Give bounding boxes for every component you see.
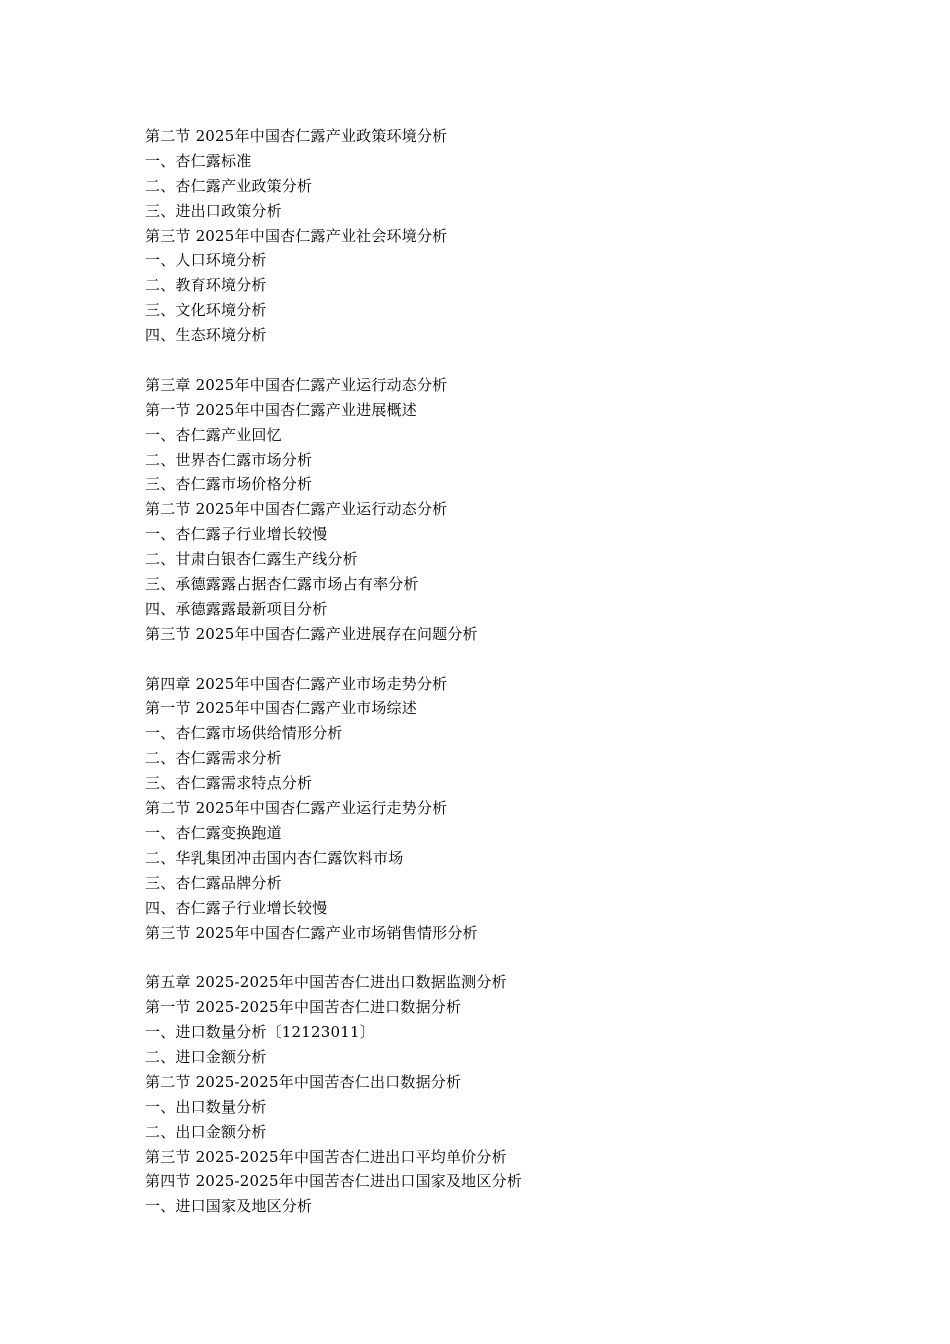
toc-line: 一、进口数量分析〔12123011〕 bbox=[145, 1023, 375, 1042]
toc-line: 四、承德露露最新项目分析 bbox=[145, 599, 328, 618]
toc-line: 二、甘肃白银杏仁露生产线分析 bbox=[145, 550, 358, 569]
toc-line: 第一节 2025年中国杏仁露产业市场综述 bbox=[145, 699, 417, 718]
blank-line bbox=[145, 647, 905, 672]
toc-line: 一、杏仁露标准 bbox=[145, 151, 252, 170]
toc-line: 三、杏仁露品牌分析 bbox=[145, 873, 282, 892]
toc-line: 三、承德露露占据杏仁露市场占有率分析 bbox=[145, 575, 419, 594]
toc-line: 三、文化环境分析 bbox=[145, 301, 267, 320]
toc-line: 第三节 2025年中国杏仁露产业进展存在问题分析 bbox=[145, 624, 478, 643]
toc-line: 二、出口金额分析 bbox=[145, 1122, 267, 1141]
toc-line: 第三节 2025年中国杏仁露产业市场销售情形分析 bbox=[145, 923, 478, 942]
toc-line: 三、杏仁露市场价格分析 bbox=[145, 475, 313, 494]
document-page bbox=[145, 124, 905, 1219]
toc-line: 第二节 2025年中国杏仁露产业运行走势分析 bbox=[145, 799, 448, 818]
toc-line: 第三章 2025年中国杏仁露产业运行动态分析 bbox=[145, 375, 448, 394]
toc-line: 一、杏仁露变换跑道 bbox=[145, 823, 282, 842]
toc-line: 一、出口数量分析 bbox=[145, 1097, 267, 1116]
blank-line bbox=[145, 945, 905, 970]
toc-line: 四、杏仁露子行业增长较慢 bbox=[145, 898, 328, 917]
toc-line: 二、杏仁露需求分析 bbox=[145, 749, 282, 768]
toc-line: 第二节 2025年中国杏仁露产业运行动态分析 bbox=[145, 500, 448, 519]
toc-line: 二、华乳集团冲击国内杏仁露饮料市场 bbox=[145, 848, 404, 867]
toc-line: 二、世界杏仁露市场分析 bbox=[145, 450, 313, 469]
toc-line: 三、杏仁露需求特点分析 bbox=[145, 774, 313, 793]
toc-line: 一、杏仁露市场供给情形分析 bbox=[145, 724, 343, 743]
toc-line: 第四章 2025年中国杏仁露产业市场走势分析 bbox=[145, 674, 448, 693]
toc-line: 二、进口金额分析 bbox=[145, 1047, 267, 1066]
toc-line: 三、进出口政策分析 bbox=[145, 201, 282, 220]
toc-line: 第三节 2025-2025年中国苦杏仁进出口平均单价分析 bbox=[145, 1147, 507, 1166]
toc-line: 二、杏仁露产业政策分析 bbox=[145, 176, 313, 195]
toc-line: 第三节 2025年中国杏仁露产业社会环境分析 bbox=[145, 226, 448, 245]
toc-line: 第一节 2025年中国杏仁露产业进展概述 bbox=[145, 400, 417, 419]
toc-line: 第一节 2025-2025年中国苦杏仁进口数据分析 bbox=[145, 998, 462, 1017]
toc-line: 第五章 2025-2025年中国苦杏仁进出口数据监测分析 bbox=[145, 973, 507, 992]
toc-line: 第二节 2025-2025年中国苦杏仁出口数据分析 bbox=[145, 1072, 462, 1091]
toc-line: 二、教育环境分析 bbox=[145, 276, 267, 295]
toc-line: 一、人口环境分析 bbox=[145, 251, 267, 270]
toc-line: 一、进口国家及地区分析 bbox=[145, 1197, 313, 1216]
toc-line: 第二节 2025年中国杏仁露产业政策环境分析 bbox=[145, 127, 448, 145]
toc-line: 一、杏仁露子行业增长较慢 bbox=[145, 525, 328, 544]
toc-line: 四、生态环境分析 bbox=[145, 326, 267, 345]
toc-line: 第四节 2025-2025年中国苦杏仁进出口国家及地区分析 bbox=[145, 1172, 522, 1191]
blank-line bbox=[145, 348, 905, 373]
toc-line: 一、杏仁露产业回忆 bbox=[145, 425, 282, 444]
